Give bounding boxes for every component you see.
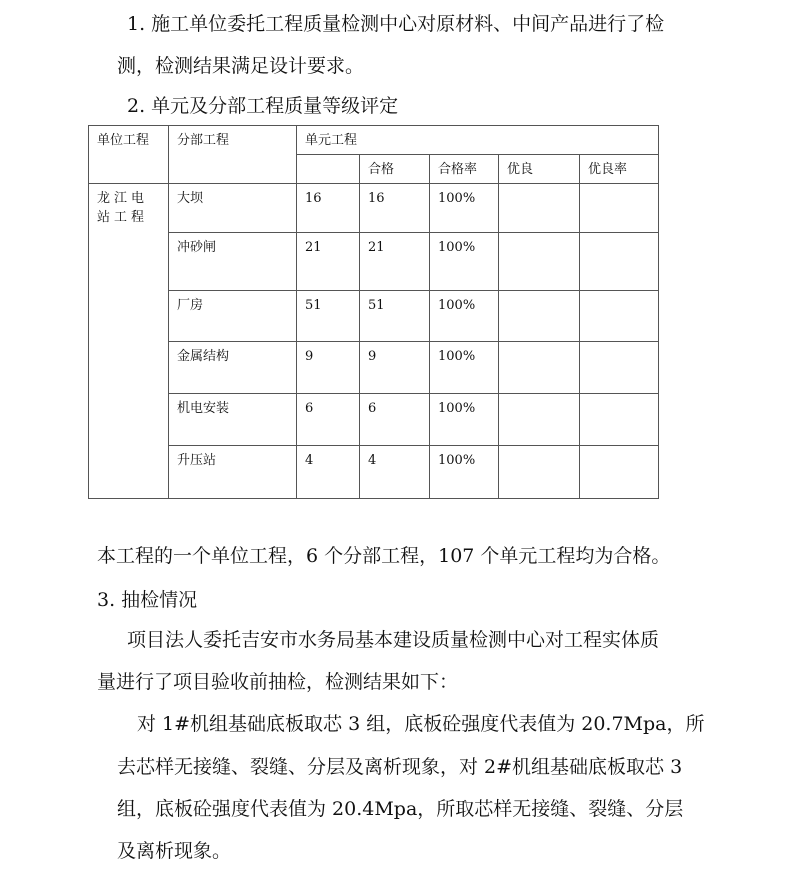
table-row bbox=[89, 446, 659, 499]
core-line2: 去芯样无接缝、裂缝、分层及离析现象，对 2#机组基础底板取芯 3 bbox=[117, 756, 683, 778]
rate-cell: 100% bbox=[430, 342, 499, 394]
check-line2: 量进行了项目验收前抽检，检测结果如下： bbox=[97, 671, 459, 693]
excellent-rate-cell bbox=[580, 342, 659, 394]
qualified-cell: 9 bbox=[360, 342, 430, 394]
division-cell: 冲砂闸 bbox=[169, 233, 297, 291]
qualified-cell: 6 bbox=[360, 394, 430, 446]
rate-cell: 100% bbox=[430, 291, 499, 342]
table-row bbox=[89, 342, 659, 394]
count-cell: 4 bbox=[297, 446, 360, 499]
header-excellent: 优良 bbox=[499, 155, 580, 184]
header-excellent-rate: 优良率 bbox=[580, 155, 659, 184]
excellent-cell bbox=[499, 233, 580, 291]
rate-cell: 100% bbox=[430, 446, 499, 499]
excellent-cell bbox=[499, 446, 580, 499]
header-division: 分部工程 bbox=[169, 126, 297, 184]
division-cell: 大坝 bbox=[169, 184, 297, 233]
excellent-cell bbox=[499, 184, 580, 233]
excellent-rate-cell bbox=[580, 394, 659, 446]
header-element-group: 单元工程 bbox=[297, 126, 659, 155]
count-cell: 21 bbox=[297, 233, 360, 291]
header-unit-project: 单位工程 bbox=[89, 126, 169, 184]
unit-project-name: 龙江电站工程 bbox=[89, 184, 169, 499]
excellent-cell bbox=[499, 394, 580, 446]
header-count-blank bbox=[297, 155, 360, 184]
count-cell: 9 bbox=[297, 342, 360, 394]
table-row bbox=[89, 291, 659, 342]
division-cell: 厂房 bbox=[169, 291, 297, 342]
rate-cell: 100% bbox=[430, 233, 499, 291]
check-line1: 项目法人委托吉安市水务局基本建设质量检测中心对工程实体质 bbox=[127, 629, 660, 651]
excellent-cell bbox=[499, 342, 580, 394]
excellent-rate-cell bbox=[580, 184, 659, 233]
count-cell: 51 bbox=[297, 291, 360, 342]
table-row bbox=[89, 394, 659, 446]
quality-grade-table bbox=[88, 125, 659, 499]
item1-line1: 1. 施工单位委托工程质量检测中心对原材料、中间产品进行了检 bbox=[127, 13, 665, 35]
qualified-cell: 51 bbox=[360, 291, 430, 342]
excellent-cell bbox=[499, 291, 580, 342]
qualified-cell: 16 bbox=[360, 184, 430, 233]
rate-cell: 100% bbox=[430, 394, 499, 446]
header-qualified-rate: 合格率 bbox=[430, 155, 499, 184]
qualified-cell: 4 bbox=[360, 446, 430, 499]
count-cell: 16 bbox=[297, 184, 360, 233]
count-cell: 6 bbox=[297, 394, 360, 446]
item1-line2: 测，检测结果满足设计要求。 bbox=[117, 55, 365, 77]
core-line4: 及离析现象。 bbox=[117, 840, 232, 862]
summary-text: 本工程的一个单位工程，6 个分部工程，107 个单元工程均为合格。 bbox=[97, 545, 671, 567]
table-header-row bbox=[89, 126, 659, 155]
table-row bbox=[89, 184, 659, 233]
item2-heading: 2. 单元及分部工程质量等级评定 bbox=[127, 95, 399, 117]
header-qualified: 合格 bbox=[360, 155, 430, 184]
core-line1: 对 1#机组基础底板取芯 3 组，底板砼强度代表值为 20.7Mpa，所 bbox=[137, 713, 705, 735]
excellent-rate-cell bbox=[580, 291, 659, 342]
division-cell: 机电安装 bbox=[169, 394, 297, 446]
rate-cell: 100% bbox=[430, 184, 499, 233]
table-row bbox=[89, 233, 659, 291]
excellent-rate-cell bbox=[580, 446, 659, 499]
core-line3: 组，底板砼强度代表值为 20.4Mpa，所取芯样无接缝、裂缝、分层 bbox=[117, 798, 684, 820]
division-cell: 升压站 bbox=[169, 446, 297, 499]
qualified-cell: 21 bbox=[360, 233, 430, 291]
division-cell: 金属结构 bbox=[169, 342, 297, 394]
excellent-rate-cell bbox=[580, 233, 659, 291]
item3-heading: 3. 抽检情况 bbox=[97, 589, 198, 611]
